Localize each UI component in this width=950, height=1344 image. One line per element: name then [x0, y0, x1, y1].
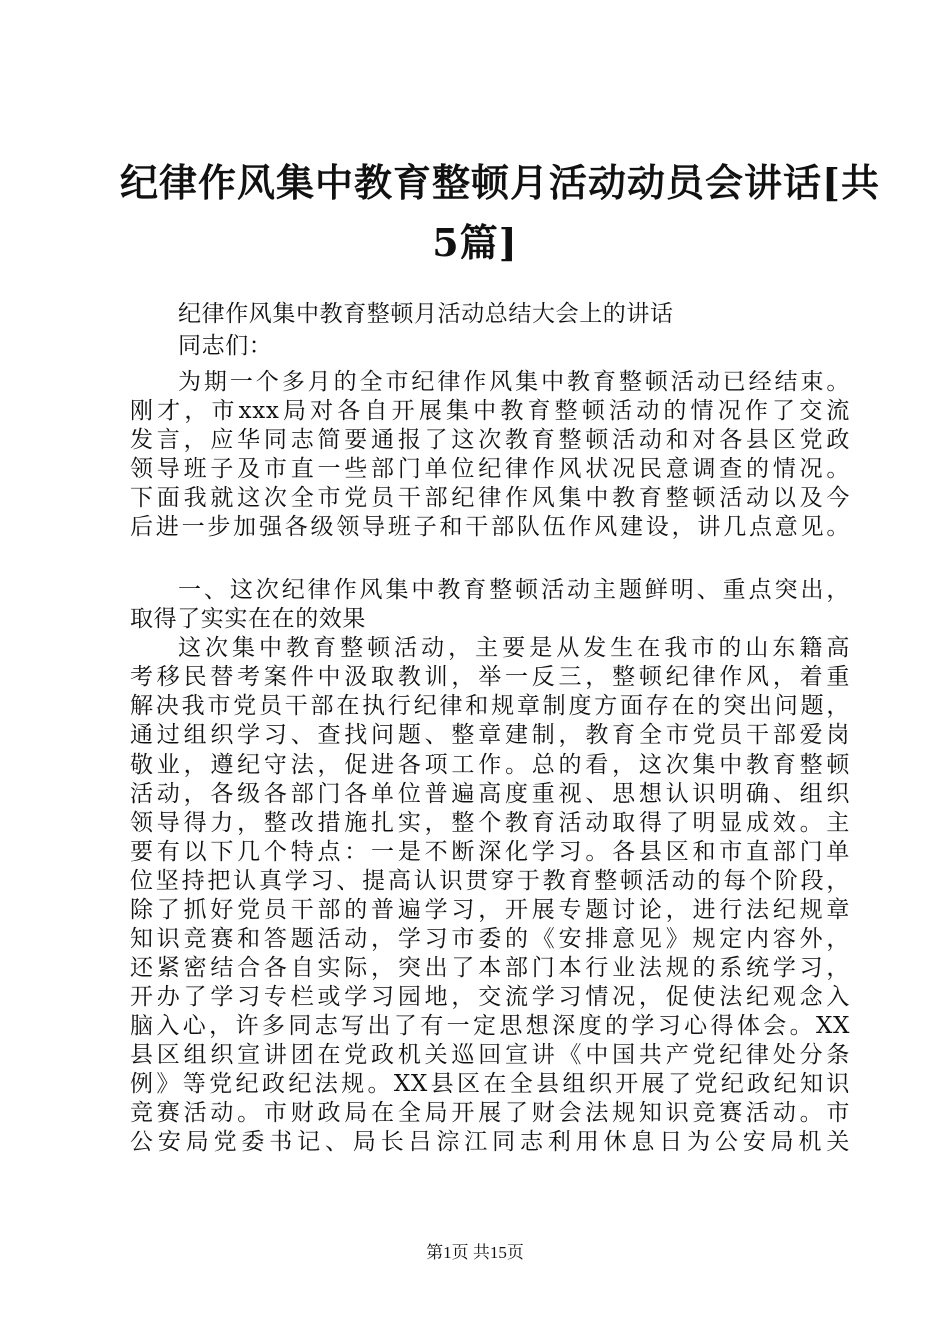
paragraph-line: 竞赛活动。市财政局在全局开展了财会法规知识竞赛活动。市	[130, 1100, 850, 1126]
paragraph-line: 领导得力，整改措施扎实，整个教育活动取得了明显成效。主	[130, 810, 850, 836]
section-heading-line: 一、这次纪律作风集中教育整顿活动主题鲜明、重点突出，	[178, 577, 850, 603]
paragraph-line: 解决我市党员干部在执行纪律和规章制度方面存在的突出问题，	[130, 693, 850, 719]
section-heading-line: 取得了实实在在的效果	[130, 606, 366, 632]
paragraph-line: 开办了学习专栏或学习园地，交流学习情况，促使法纪观念入	[130, 984, 850, 1010]
document-subtitle: 纪律作风集中教育整顿月活动总结大会上的讲话	[178, 301, 674, 327]
paragraph-line: 公安局党委书记、局长吕淙江同志利用休息日为公安局机关	[130, 1129, 850, 1155]
paragraph-line: 这次集中教育整顿活动，主要是从发生在我市的山东籍高	[178, 635, 850, 661]
paragraph-line: 后进一步加强各级领导班子和干部队伍作风建设，讲几点意见。	[130, 514, 850, 540]
document-title-line-1: 纪律作风集中教育整顿月活动动员会讲话[共	[120, 160, 880, 205]
paragraph-line: 活动，各级各部门各单位普遍高度重视、思想认识明确、组织	[130, 781, 850, 807]
document-title-line-2: 5篇]	[432, 220, 518, 265]
paragraph-line: 为期一个多月的全市纪律作风集中教育整顿活动已经结束。	[178, 369, 850, 395]
salutation: 同志们：	[178, 333, 273, 359]
paragraph-line: 通过组织学习、查找问题、整章建制，教育全市党员干部爱岗	[130, 722, 850, 748]
paragraph-line: 考移民替考案件中汲取教训，举一反三，整顿纪律作风，着重	[130, 664, 850, 690]
paragraph-line: 要有以下几个特点：一是不断深化学习。各县区和市直部门单	[130, 839, 850, 865]
paragraph-line: 例》等党纪政纪法规。XX县区在全县组织开展了党纪政纪知识	[130, 1071, 850, 1097]
paragraph-line: 发言，应华同志简要通报了这次教育整顿活动和对各县区党政	[130, 427, 850, 453]
paragraph-line: 知识竞赛和答题活动，学习市委的《安排意见》规定内容外，	[130, 926, 850, 952]
paragraph-line: 下面我就这次全市党员干部纪律作风集中教育整顿活动以及今	[130, 485, 850, 511]
page-number-footer: 第1页 共15页	[426, 1243, 524, 1262]
paragraph-line: 县区组织宣讲团在党政机关巡回宣讲《中国共产党纪律处分条	[130, 1042, 850, 1068]
paragraph-line: 刚才，市xxx局对各自开展集中教育整顿活动的情况作了交流	[130, 398, 850, 424]
paragraph-line: 敬业，遵纪守法，促进各项工作。总的看，这次集中教育整顿	[130, 752, 850, 778]
paragraph-line: 除了抓好党员干部的普遍学习，开展专题讨论，进行法纪规章	[130, 897, 850, 923]
paragraph-line: 位坚持把认真学习、提高认识贯穿于教育整顿活动的每个阶段，	[130, 868, 850, 894]
paragraph-line: 还紧密结合各自实际，突出了本部门本行业法规的系统学习，	[130, 955, 850, 981]
paragraph-line: 领导班子及市直一些部门单位纪律作风状况民意调查的情况。	[130, 456, 850, 482]
paragraph-line: 脑入心，许多同志写出了有一定思想深度的学习心得体会。XX	[130, 1013, 850, 1039]
